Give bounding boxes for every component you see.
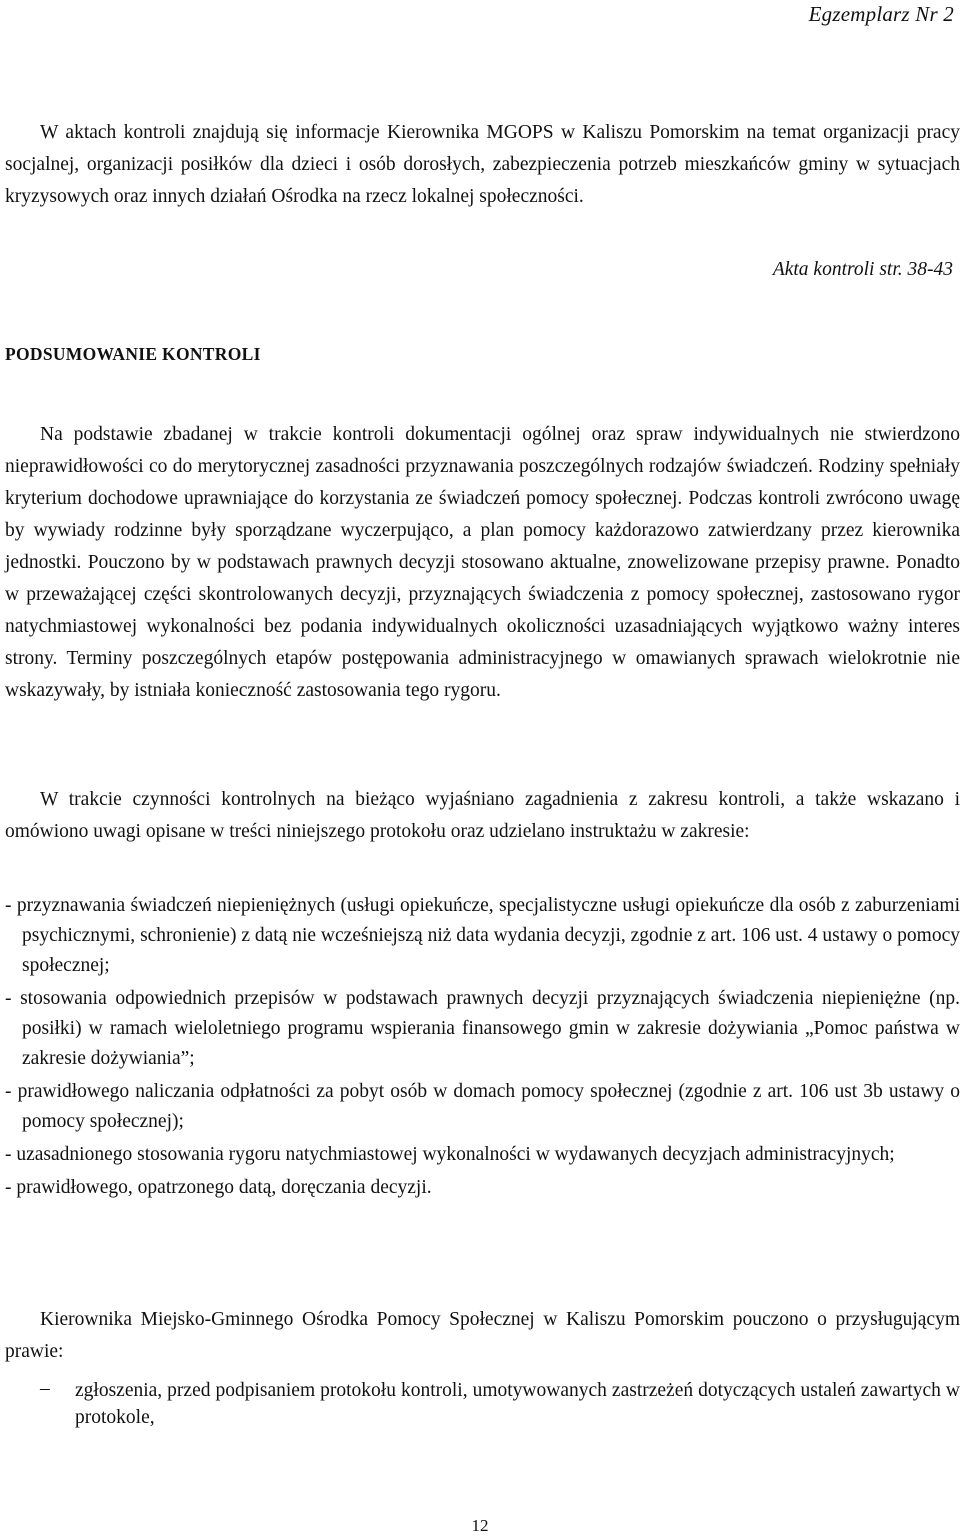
instruction-list (5, 891, 960, 1203)
rights-section (5, 1304, 960, 1368)
intro-section (5, 117, 960, 213)
rights-list-item (40, 1377, 960, 1431)
instruction-paragraph: W trakcie czynności kontrolnych na bieżąco wyjaśniano zagadnienia z zakresu kontroli, a także wskazano i omówiono uwagi opisane w treści niniejszego protokołu oraz udzielano instruktażu w zakresie: (5, 789, 960, 842)
dash-bullet: – (40, 1378, 50, 1399)
list-item: - stosowania odpowiednich przepisów w podstawach prawnych decyzji przyznających świadczenia niepieniężne (np. posiłki) w ramach wieloletniego programu wspierania finansowego gmin w zakresie dożywiania „Pomoc państwa w zakresie dożywiania”; (5, 988, 960, 1069)
section-heading: PODSUMOWANIE KONTROLI (5, 344, 261, 364)
instruction-intro-block (5, 784, 960, 848)
summary-paragraph: Na podstawie zbadanej w trakcie kontroli dokumentacji ogólnej oraz spraw indywidualnych nie stwierdzono nieprawidłowości co do merytorycznej zasadności przyznawania poszczególnych rodzajów świadczeń. Rodziny spełniały kryterium dochodowe uprawniające do korzystania ze świadczeń pomocy społecznej. Podczas kontroli zwrócono uwagę by wywiady rodzinne były sporządzane wyczerpująco, a plan pomocy każdorazowo zatwierdzany przez kierownika jednostki. Pouczono by w podstawach prawnych decyzji stosowano aktualne, znowelizowane przepisy prawne. Ponadto w przeważającej części skontrolowanych decyzji, przyznających świadczenia z pomocy społecznej, zastosowano rygor natychmiastowej wykonalności bez podania indywidualnych okoliczności uzasadniających wyjątkowo ważny interes strony. Terminy poszczególnych etapów postępowania administracyjnego w omawianych sprawach wielokrotnie nie wskazywały, by istniała konieczność zastosowania tego rygoru. (5, 424, 960, 701)
list-item: - prawidłowego, opatrzonego datą, doręczania decyzji. (5, 1177, 432, 1198)
page-number: 12 (471, 1516, 489, 1535)
rights-paragraph: Kierownika Miejsko-Gminnego Ośrodka Pomocy Społecznej w Kaliszu Pomorskim pouczono o przysługującym prawie: (5, 1309, 960, 1362)
reference-block (5, 254, 953, 286)
summary-heading-block (5, 338, 960, 370)
rights-item-text: zgłoszenia, przed podpisaniem protokołu kontroli, umotywowanych zastrzeżeń dotyczących ustaleń zawartych w protokole, (75, 1380, 960, 1428)
summary-paragraph-block (5, 419, 960, 707)
files-reference: Akta kontroli str. 38-43 (772, 259, 953, 280)
intro-paragraph: W aktach kontroli znajdują się informacje Kierownika MGOPS w Kaliszu Pomorskim na temat organizacji pracy socjalnej, organizacji posiłków dla dzieci i osób dorosłych, zabezpieczenia potrzeb mieszkańców gminy w sytuacjach kryzysowych oraz innych działań Ośrodka na rzecz lokalnej społeczności. (5, 122, 960, 207)
list-item: - uzasadnionego stosowania rygoru natychmiastowej wykonalności w wydawanych decyzjach administracyjnych; (5, 1144, 895, 1165)
list-item: - przyznawania świadczeń niepieniężnych (usługi opiekuńcze, specjalistyczne usługi opiekuńcze dla osób z zaburzeniami psychicznymi, schronienie) z datą nie wcześniejszą niż data wydania decyzji, zgodnie z art. 106 ust. 4 ustawy o pomocy społecznej; (5, 895, 960, 976)
list-item: - prawidłowego naliczania odpłatności za pobyt osób w domach pomocy społecznej (zgodnie z art. 106 ust 3b ustawy o pomocy społecznej); (5, 1081, 960, 1132)
copy-number-label: Egzemplarz Nr 2 (808, 2, 954, 26)
